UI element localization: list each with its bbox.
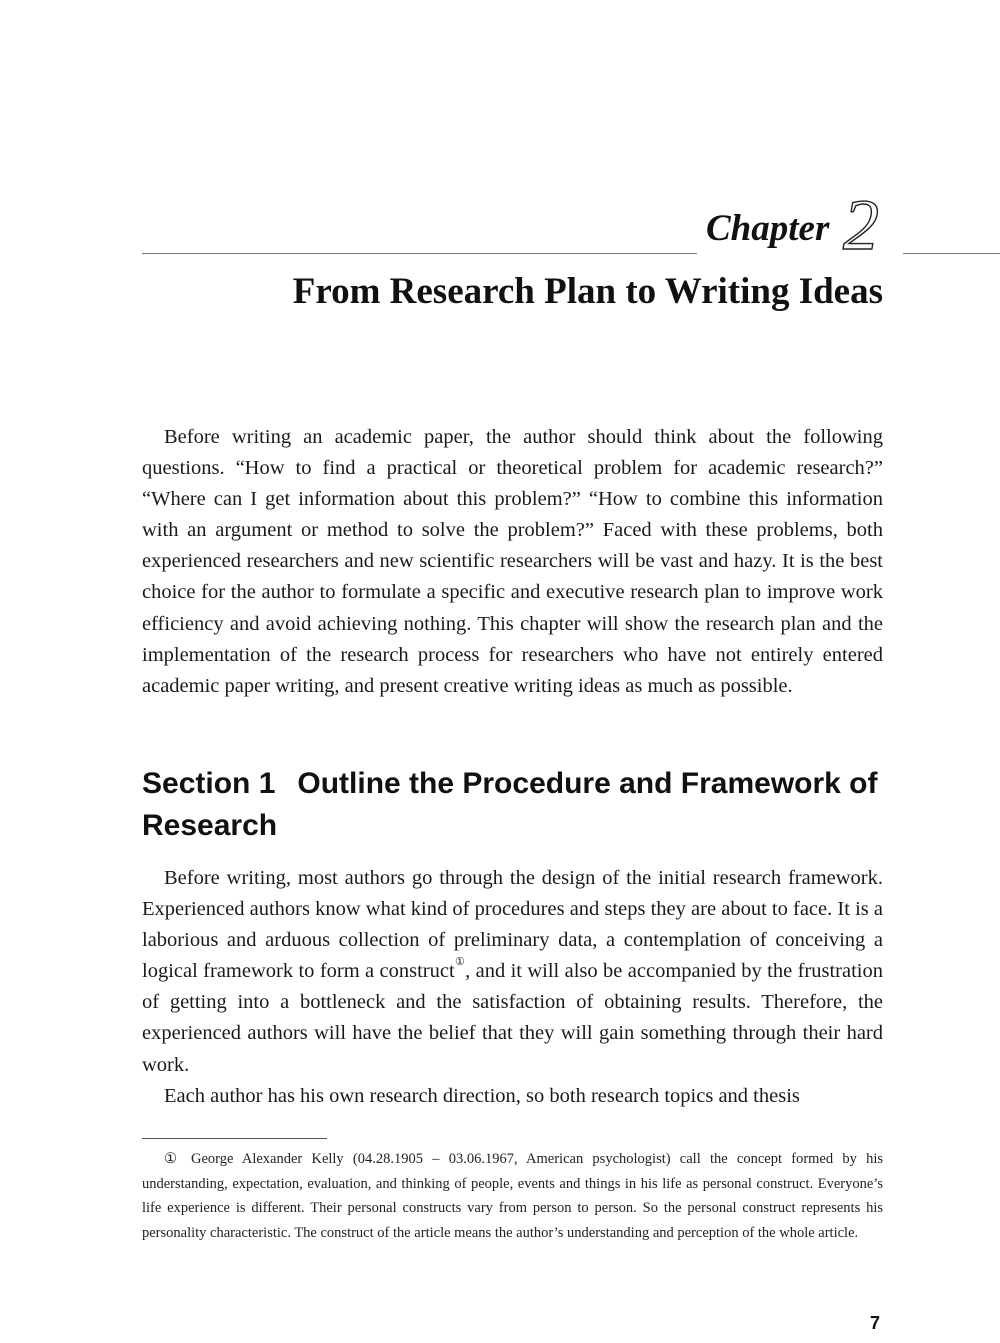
footnote-reference[interactable]: ① [454, 956, 466, 969]
footnote-marker: ① [164, 1151, 177, 1167]
section-body [142, 863, 883, 1112]
footnote [142, 1147, 883, 1245]
footnote-text: George Alexander Kelly (04.28.1905 – 03.06.1967, American psychologist) call the concept formed by his understanding, expectation, evaluation, and thinking of people, events and things in his life as personal construct. Everyone’s life experience is different. Their personal constructs vary from person to person. So the personal construct represents his personality characteristic. The construct of the article means the author’s understanding and perception of the whole article. [142, 1151, 883, 1241]
footnote-divider [142, 1138, 327, 1139]
section-paragraph-2: Each author has his own research direction, so both research topics and thesis [164, 1084, 800, 1107]
section-title: Outline the Procedure and Framework of Research [142, 767, 878, 842]
chapter-number: 2 [843, 185, 879, 265]
chapter-rule-left [142, 253, 697, 254]
page-number: 7 [870, 1313, 881, 1333]
chapter-title: From Research Plan to Writing Ideas [292, 271, 883, 312]
section-heading [142, 763, 883, 847]
intro-section [142, 422, 883, 702]
paragraph-text: , and it will also be accompanied by the frustration of getting into a bottleneck and the satisfaction of obtaining results. Therefore, the experienced authors will have the belief that they will gain something through their hard work. [142, 960, 884, 1076]
chapter-label: Chapter [706, 208, 830, 249]
paragraph-text: Before writing, most authors go through the design of the initial research framework. Experienced authors know what kind of procedures and steps they are about to face. It is a laborious and arduous collection of preliminary data, a contemplation of conceiving a logical framework to form a construct [142, 867, 883, 983]
intro-paragraph: Before writing an academic paper, the author should think about the following questions. “How to find a practical or theoretical problem for academic research?” “Where can I get information about this problem?” “How to combine this information with an argument or method to solve the problem?” Faced with these problems, both experienced researchers and new scientific researchers will be vast and hazy. It is the best choice for the author to formulate a specific and executive research plan to improve work efficiency and avoid achieving nothing. This chapter will show the research plan and the implementation of the research process for researchers who have not entirely entered academic paper writing, and present creative writing ideas as much as possible. [142, 426, 883, 697]
chapter-rule-right [903, 253, 1000, 254]
section-paragraph-1 [142, 863, 883, 1081]
section-label: Section 1 [142, 767, 276, 800]
